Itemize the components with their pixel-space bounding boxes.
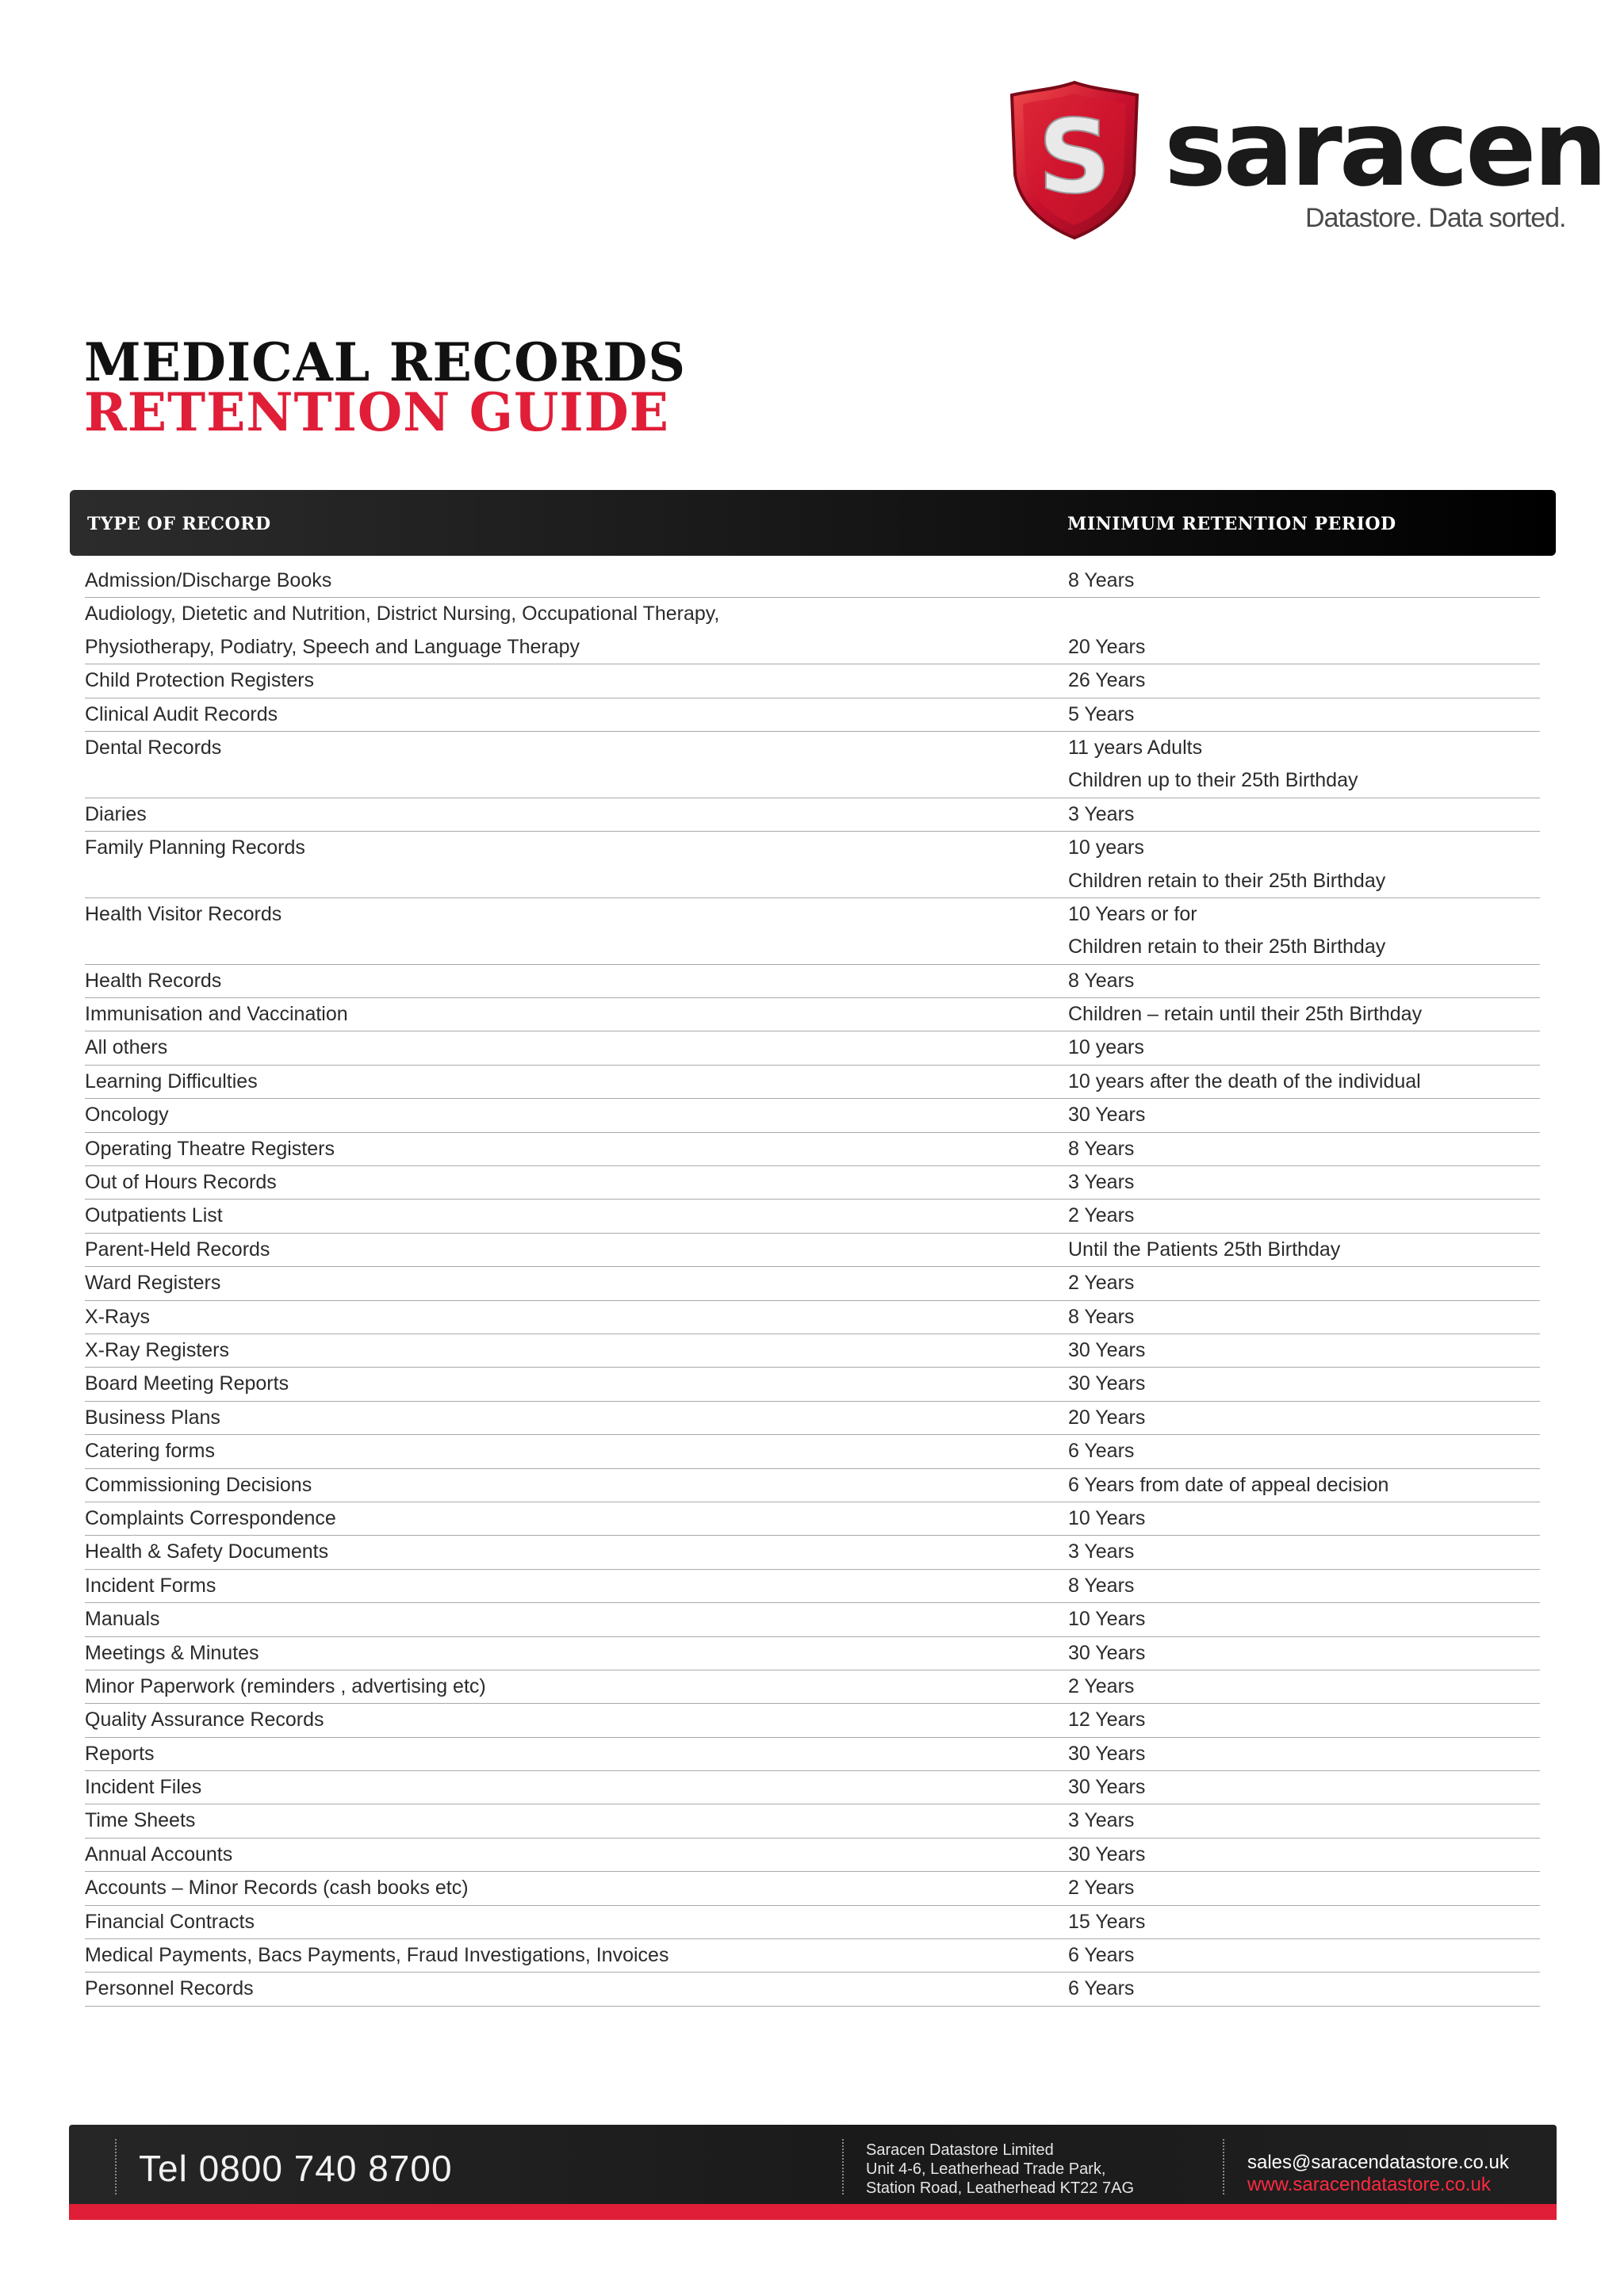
retention-period-text: 30 Years xyxy=(1068,1372,1146,1395)
retention-period-text: 10 Years or for xyxy=(1068,902,1197,925)
retention-period-cell xyxy=(1068,1637,1540,1670)
record-type-cell xyxy=(85,1166,1068,1199)
table-row xyxy=(85,1939,1540,1973)
record-type-cell xyxy=(85,1368,1068,1400)
record-type-text xyxy=(85,865,1068,897)
retention-period-cell xyxy=(1068,1031,1540,1064)
record-type-text: Operating Theatre Registers xyxy=(85,1137,335,1160)
table-row xyxy=(85,732,1540,798)
record-type-text: Complaints Correspondence xyxy=(85,1506,336,1529)
retention-period-text: 3 Years xyxy=(1068,1540,1135,1563)
retention-period-cell xyxy=(1068,1973,1540,2005)
footer-email-link[interactable]: sales@saracendatastore.co.uk xyxy=(1247,2152,1509,2173)
retention-period-text: 6 Years xyxy=(1068,1440,1135,1463)
retention-period-text xyxy=(1068,598,1540,630)
retention-period-cell xyxy=(1068,1267,1540,1299)
retention-period-cell xyxy=(1068,1334,1540,1367)
footer-divider xyxy=(842,2139,844,2195)
record-type-cell xyxy=(85,832,1068,897)
record-type-cell xyxy=(85,1200,1068,1232)
record-type-cell xyxy=(85,1133,1068,1165)
header-type-of-record: TYPE OF RECORD xyxy=(87,514,271,534)
table-row xyxy=(85,1066,1540,1099)
record-type-cell xyxy=(85,1670,1068,1703)
record-type-text: Health Records xyxy=(85,969,222,992)
record-type-cell xyxy=(85,1804,1068,1837)
record-type-cell xyxy=(85,1267,1068,1299)
table-row xyxy=(85,1872,1540,1905)
retention-period-cell xyxy=(1068,1435,1540,1468)
record-type-text: Incident Files xyxy=(85,1776,202,1799)
retention-period-cell xyxy=(1068,898,1540,964)
record-type-text: Clinical Audit Records xyxy=(85,702,278,725)
table-row xyxy=(85,1839,1540,1872)
retention-period-text: 30 Years xyxy=(1068,1742,1146,1765)
title-line-2: RETENTION GUIDE xyxy=(84,381,669,443)
retention-period-cell xyxy=(1068,1771,1540,1804)
retention-period-cell xyxy=(1068,598,1540,664)
table-row xyxy=(85,1973,1540,2006)
record-type-cell xyxy=(85,664,1068,697)
record-type-cell xyxy=(85,698,1068,731)
table-row xyxy=(85,832,1540,898)
retention-period-cell xyxy=(1068,1906,1540,1938)
brand-tagline: Datastore. Data sorted. xyxy=(1305,203,1566,233)
record-type-text: Outpatients List xyxy=(85,1204,223,1227)
table-row xyxy=(85,965,1540,998)
record-type-text: X-Ray Registers xyxy=(85,1338,229,1361)
retention-period-cell xyxy=(1068,1670,1540,1703)
retention-period-cell xyxy=(1068,1603,1540,1636)
record-type-text: Minor Paperwork (reminders , advertising etc) xyxy=(85,1674,486,1697)
retention-period-cell xyxy=(1068,798,1540,831)
record-type-cell xyxy=(85,1603,1068,1636)
retention-period-text: Children retain to their 25th Birthday xyxy=(1068,936,1386,959)
retention-period-cell xyxy=(1068,664,1540,697)
retention-period-text: 20 Years xyxy=(1068,635,1146,658)
table-header xyxy=(70,490,1556,556)
retention-period-cell xyxy=(1068,1301,1540,1334)
record-type-cell xyxy=(85,1469,1068,1502)
saracen-logo xyxy=(1007,79,1605,246)
record-type-cell xyxy=(85,732,1068,798)
table-row xyxy=(85,1906,1540,1939)
retention-period-cell xyxy=(1068,1402,1540,1434)
retention-period-cell xyxy=(1068,1200,1540,1232)
record-type-text: All others xyxy=(85,1036,168,1059)
address-line: Saracen Datastore Limited xyxy=(866,2141,1054,2159)
footer-accent-bar xyxy=(69,2204,1557,2220)
table-row xyxy=(85,1603,1540,1636)
table-row xyxy=(85,1637,1540,1670)
record-type-cell xyxy=(85,1839,1068,1871)
retention-period-text: 3 Years xyxy=(1068,802,1135,825)
record-type-cell xyxy=(85,1637,1068,1670)
record-type-text: Accounts – Minor Records (cash books etc) xyxy=(85,1877,469,1900)
record-type-text: Out of Hours Records xyxy=(85,1171,277,1194)
retention-period-text: 10 years after the death of the individual xyxy=(1068,1070,1421,1093)
retention-period-text: 10 Years xyxy=(1068,1608,1146,1631)
footer-address xyxy=(866,2141,1134,2198)
record-type-text: Annual Accounts xyxy=(85,1843,233,1866)
record-type-cell xyxy=(85,1435,1068,1468)
record-type-cell xyxy=(85,1570,1068,1602)
record-type-cell xyxy=(85,1099,1068,1131)
retention-period-text: 8 Years xyxy=(1068,1574,1135,1597)
retention-period-cell xyxy=(1068,1804,1540,1837)
table-row xyxy=(85,698,1540,732)
record-type-text: Immunisation and Vaccination xyxy=(85,1003,348,1026)
retention-period-text: 30 Years xyxy=(1068,1104,1146,1127)
record-type-text: Ward Registers xyxy=(85,1272,221,1295)
record-type-cell xyxy=(85,1066,1068,1098)
table-row xyxy=(85,1166,1540,1200)
retention-period-text: 2 Years xyxy=(1068,1204,1135,1227)
retention-period-cell xyxy=(1068,1166,1540,1199)
footer-telephone[interactable]: Tel 0800 740 8700 xyxy=(139,2148,453,2189)
record-type-text: Time Sheets xyxy=(85,1809,196,1832)
retention-period-cell xyxy=(1068,832,1540,897)
record-type-text xyxy=(85,931,1068,963)
retention-period-text: 12 Years xyxy=(1068,1709,1146,1732)
retention-period-cell xyxy=(1068,1872,1540,1904)
record-type-cell xyxy=(85,898,1068,964)
record-type-cell xyxy=(85,1334,1068,1367)
record-type-cell xyxy=(85,1234,1068,1266)
retention-period-text: 6 Years xyxy=(1068,1944,1135,1967)
table-row xyxy=(85,1301,1540,1334)
record-type-text: Physiotherapy, Podiatry, Speech and Language Therapy xyxy=(85,635,580,658)
record-type-text xyxy=(85,764,1068,797)
retention-period-text: 2 Years xyxy=(1068,1272,1135,1295)
retention-period-text: 8 Years xyxy=(1068,1305,1135,1328)
retention-period-text: Children up to their 25th Birthday xyxy=(1068,769,1358,792)
retention-period-cell xyxy=(1068,1738,1540,1770)
footer xyxy=(69,2125,1557,2204)
retention-period-cell xyxy=(1068,1368,1540,1400)
retention-period-cell xyxy=(1068,1099,1540,1131)
retention-period-text: 20 Years xyxy=(1068,1406,1146,1429)
table-row xyxy=(85,1099,1540,1132)
record-type-text: Board Meeting Reports xyxy=(85,1372,289,1395)
table-row xyxy=(85,1670,1540,1704)
retention-period-text: 8 Years xyxy=(1068,969,1135,992)
record-type-cell xyxy=(85,1402,1068,1434)
record-type-text: Learning Difficulties xyxy=(85,1070,258,1093)
table-row xyxy=(85,1200,1540,1233)
table-row xyxy=(85,1704,1540,1737)
retention-period-cell xyxy=(1068,1066,1540,1098)
table-row xyxy=(85,1133,1540,1166)
table-row xyxy=(85,1570,1540,1603)
retention-period-cell xyxy=(1068,1939,1540,1972)
record-type-cell xyxy=(85,1502,1068,1535)
record-type-text: Admission/Discharge Books xyxy=(85,569,332,591)
table-row xyxy=(85,664,1540,698)
record-type-cell xyxy=(85,598,1068,664)
retention-period-text: 10 years xyxy=(1068,1036,1144,1059)
record-type-cell xyxy=(85,798,1068,831)
record-type-cell xyxy=(85,998,1068,1031)
address-line: Unit 4-6, Leatherhead Trade Park, xyxy=(866,2160,1106,2178)
retention-period-text: 3 Years xyxy=(1068,1809,1135,1832)
record-type-cell xyxy=(85,1704,1068,1736)
retention-period-text: 11 years Adults xyxy=(1068,736,1203,759)
retention-period-text: 30 Years xyxy=(1068,1641,1146,1664)
retention-period-text: 30 Years xyxy=(1068,1843,1146,1866)
record-type-text: Health Visitor Records xyxy=(85,902,282,925)
retention-table xyxy=(85,564,1540,2007)
retention-period-cell xyxy=(1068,732,1540,798)
record-type-text: X-Rays xyxy=(85,1305,150,1328)
table-row xyxy=(85,1267,1540,1300)
table-row xyxy=(85,1368,1540,1401)
record-type-text: Quality Assurance Records xyxy=(85,1709,324,1732)
address-line: Station Road, Leatherhead KT22 7AG xyxy=(866,2179,1135,2197)
retention-period-cell xyxy=(1068,965,1540,997)
retention-period-text: 10 Years xyxy=(1068,1506,1146,1529)
record-type-cell xyxy=(85,1536,1068,1568)
header-retention-period: MINIMUM RETENTION PERIOD xyxy=(1067,514,1396,534)
table-row xyxy=(85,1536,1540,1569)
retention-period-text: 15 Years xyxy=(1068,1910,1146,1933)
shield-icon xyxy=(1007,79,1142,241)
footer-website-link[interactable]: www.saracendatastore.co.uk xyxy=(1247,2174,1491,2195)
record-type-text: Catering forms xyxy=(85,1440,215,1463)
record-type-cell xyxy=(85,1031,1068,1064)
record-type-cell xyxy=(85,1939,1068,1972)
table-row xyxy=(85,1435,1540,1468)
retention-period-cell xyxy=(1068,698,1540,731)
table-row xyxy=(85,1804,1540,1838)
retention-period-cell xyxy=(1068,1839,1540,1871)
record-type-cell xyxy=(85,1872,1068,1904)
table-row xyxy=(85,898,1540,965)
retention-period-text: Children – retain until their 25th Birthday xyxy=(1068,1003,1423,1026)
retention-period-cell xyxy=(1068,1704,1540,1736)
retention-period-text: 3 Years xyxy=(1068,1171,1135,1194)
retention-period-text: 30 Years xyxy=(1068,1776,1146,1799)
table-row xyxy=(85,1502,1540,1536)
record-type-text: Oncology xyxy=(85,1104,169,1127)
retention-period-cell xyxy=(1068,1234,1540,1266)
table-row xyxy=(85,1334,1540,1368)
record-type-text: Health & Safety Documents xyxy=(85,1540,329,1563)
record-type-text: Personnel Records xyxy=(85,1977,254,2000)
record-type-text: Parent-Held Records xyxy=(85,1238,270,1261)
table-row xyxy=(85,998,1540,1031)
record-type-text: Meetings & Minutes xyxy=(85,1641,259,1664)
record-type-text: Dental Records xyxy=(85,736,222,759)
table-row xyxy=(85,798,1540,832)
record-type-cell xyxy=(85,1973,1068,2005)
retention-period-text: 5 Years xyxy=(1068,702,1135,725)
retention-period-text: 8 Years xyxy=(1068,1137,1135,1160)
document-title xyxy=(84,331,699,443)
shield-letter: S xyxy=(1037,98,1112,216)
record-type-text: Child Protection Registers xyxy=(85,669,315,692)
record-type-cell xyxy=(85,1738,1068,1770)
record-type-text: Family Planning Records xyxy=(85,836,305,859)
table-row xyxy=(85,1031,1540,1065)
record-type-text: Incident Forms xyxy=(85,1574,216,1597)
record-type-cell xyxy=(85,1906,1068,1938)
retention-period-text: 2 Years xyxy=(1068,1674,1135,1697)
record-type-cell xyxy=(85,965,1068,997)
retention-period-text: Until the Patients 25th Birthday xyxy=(1068,1238,1341,1261)
retention-period-cell xyxy=(1068,1469,1540,1502)
retention-period-text: 8 Years xyxy=(1068,569,1135,591)
table-row xyxy=(85,564,1540,598)
footer-divider xyxy=(1223,2139,1224,2195)
record-type-text: Financial Contracts xyxy=(85,1910,255,1933)
retention-period-text: 6 Years xyxy=(1068,1977,1135,2000)
record-type-text: Diaries xyxy=(85,802,147,825)
retention-period-text: 30 Years xyxy=(1068,1338,1146,1361)
table-row xyxy=(85,1234,1540,1267)
table-row xyxy=(85,1771,1540,1804)
record-type-text: Reports xyxy=(85,1742,155,1765)
retention-period-cell xyxy=(1068,1570,1540,1602)
table-row xyxy=(85,1469,1540,1502)
table-row xyxy=(85,1738,1540,1771)
record-type-text: Audiology, Dietetic and Nutrition, District Nursing, Occupational Therapy, xyxy=(85,603,720,626)
record-type-text: Commissioning Decisions xyxy=(85,1473,312,1496)
retention-period-text: 26 Years xyxy=(1068,669,1146,692)
retention-period-cell xyxy=(1068,564,1540,597)
retention-period-cell xyxy=(1068,1133,1540,1165)
record-type-text: Manuals xyxy=(85,1608,160,1631)
record-type-cell xyxy=(85,1301,1068,1334)
record-type-text: Business Plans xyxy=(85,1406,220,1429)
record-type-cell xyxy=(85,1771,1068,1804)
table-row xyxy=(85,598,1540,664)
retention-period-cell xyxy=(1068,998,1540,1031)
retention-period-cell xyxy=(1068,1536,1540,1568)
retention-period-text: 10 years xyxy=(1068,836,1144,859)
title-line-1: MEDICAL RECORDS xyxy=(84,331,687,393)
record-type-text: Medical Payments, Bacs Payments, Fraud Investigations, Invoices xyxy=(85,1944,669,1967)
footer-divider xyxy=(115,2139,117,2195)
brand-name: saracen xyxy=(1164,88,1605,210)
record-type-cell xyxy=(85,564,1068,597)
retention-period-text: 6 Years from date of appeal decision xyxy=(1068,1473,1389,1496)
table-row xyxy=(85,1402,1540,1435)
retention-period-text: 2 Years xyxy=(1068,1877,1135,1900)
retention-period-cell xyxy=(1068,1502,1540,1535)
retention-period-text: Children retain to their 25th Birthday xyxy=(1068,869,1386,892)
